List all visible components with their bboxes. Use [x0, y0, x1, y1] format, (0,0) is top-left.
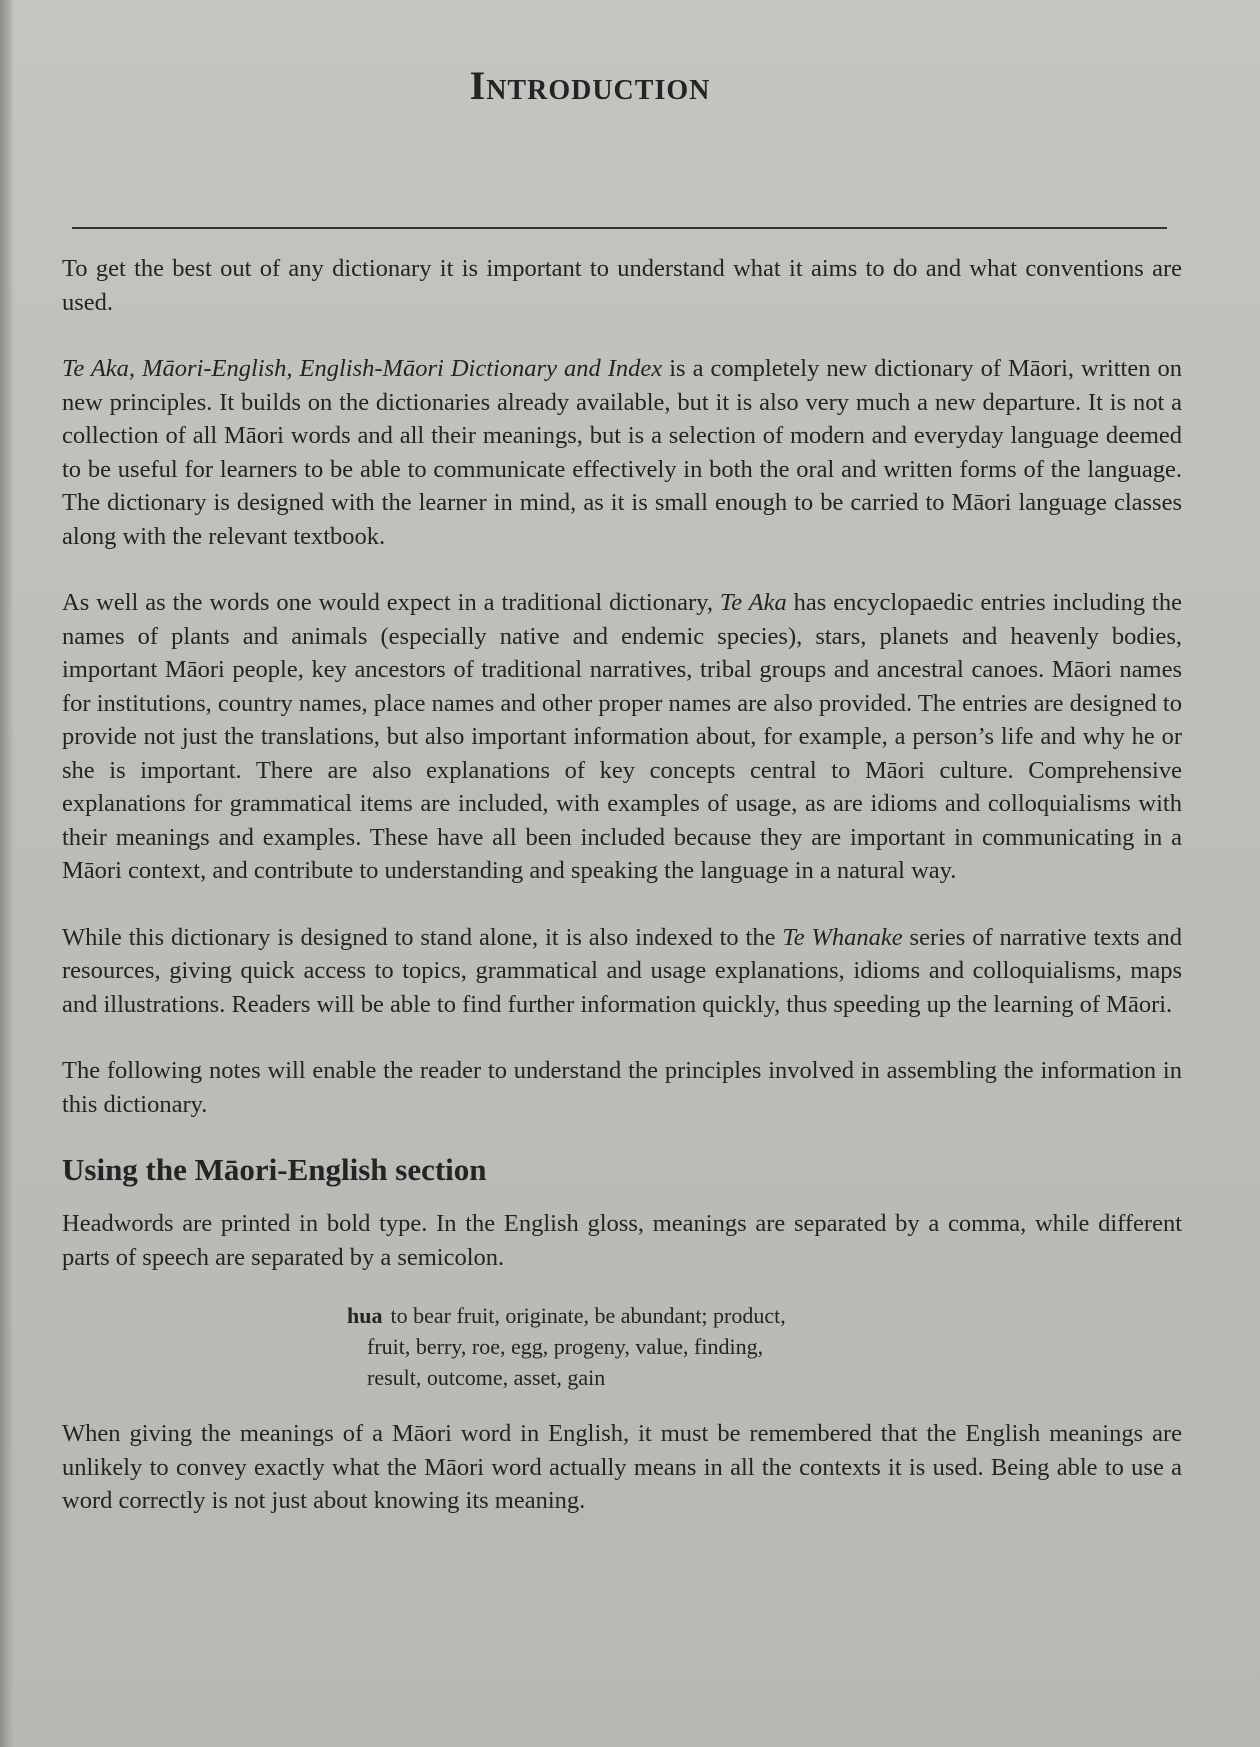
page-title: Introduction	[469, 63, 711, 108]
dictionary-title-italic: Te Aka, Māori-English, English-Māori Dictionary and Index	[62, 355, 663, 382]
paragraph-6: Headwords are printed in bold type. In the English gloss, meanings are separated by a comma, while different parts of speech are separated by a semicolon.	[62, 1210, 1182, 1271]
paragraph-3-before: As well as the words one would expect in a traditional dictionary,	[62, 589, 720, 616]
paragraph-2-text: is a completely new dictionary of Māori, written on new principles. It builds on the dictionaries already available, but it is also very much a new departure. It is not a collection of all Māori words and all their meanings, but is a selection of modern and everyday language deemed to be useful for learners to be able to communicate effectively in both the oral and written forms of the language. The dictionary is designed with the learner in mind, as it is small enough to be carried to Māori language classes along with the relevant textbook.	[62, 355, 1182, 550]
section-heading: Using the Māori-English section	[62, 1152, 487, 1187]
paragraph-1: To get the best out of any dictionary it is important to understand what it aims to do and what conventions are used.	[62, 255, 1182, 316]
example-headword: hua	[347, 1303, 383, 1328]
body-text	[62, 252, 1182, 1551]
example-gloss-2: fruit, berry, roe, egg, progeny, value, finding,	[367, 1334, 764, 1359]
te-whanake-italic: Te Whanake	[782, 923, 903, 951]
paragraph-5: The following notes will enable the reader to understand the principles involved in assembling the information in this dictionary.	[62, 1057, 1182, 1118]
te-aka-italic: Te Aka	[719, 589, 787, 616]
paragraph-4-after: series of narrative texts and resources, giving quick access to topics, grammatical and usage explanations, idioms and colloquialisms, maps and illustrations. Readers will be able to find further information quickly, thus speeding up the learning of Māori.	[62, 923, 1182, 1018]
paragraph-3	[62, 586, 1182, 888]
paragraph-2	[62, 352, 1182, 553]
book-spine-shadow	[0, 0, 14, 1747]
example-entry	[347, 1300, 907, 1393]
paragraph-3-after: has encyclopaedic entries including the names of plants and animals (especially native and endemic species), stars, planets and heavenly bodies, important Māori people, key ancestors of traditional narratives, tribal groups and ancestral canoes. Māori names for institutions, country names, place names and other proper names are also provided. The entries are designed to provide not just the translations, but also important information about, for example, a person’s life and why he or she is important. There are also explanations of key concepts central to Māori culture. Comprehensive explanations for grammatical items are included, with examples of usage, as are idioms and colloquialisms with their meanings and examples. These have all been included because they are important in communicating in a Māori context, and contribute to understanding and speaking the language in a natural way.	[62, 589, 1182, 884]
paragraph-7: When giving the meanings of a Māori word in English, it must be remembered that the English meanings are unlikely to convey exactly what the Māori word actually means in all the contexts it is used. Being able to use a word correctly is not just about knowing its meaning.	[62, 1420, 1182, 1514]
example-gloss-1: to bear fruit, originate, be abundant; product,	[390, 1303, 786, 1328]
paragraph-4-before: While this dictionary is designed to stand alone, it is also indexed to the	[62, 923, 783, 951]
paragraph-4	[62, 921, 1182, 1022]
example-line-1	[347, 1300, 907, 1331]
title-divider	[72, 227, 1167, 229]
example-gloss-3: result, outcome, asset, gain	[367, 1365, 606, 1390]
